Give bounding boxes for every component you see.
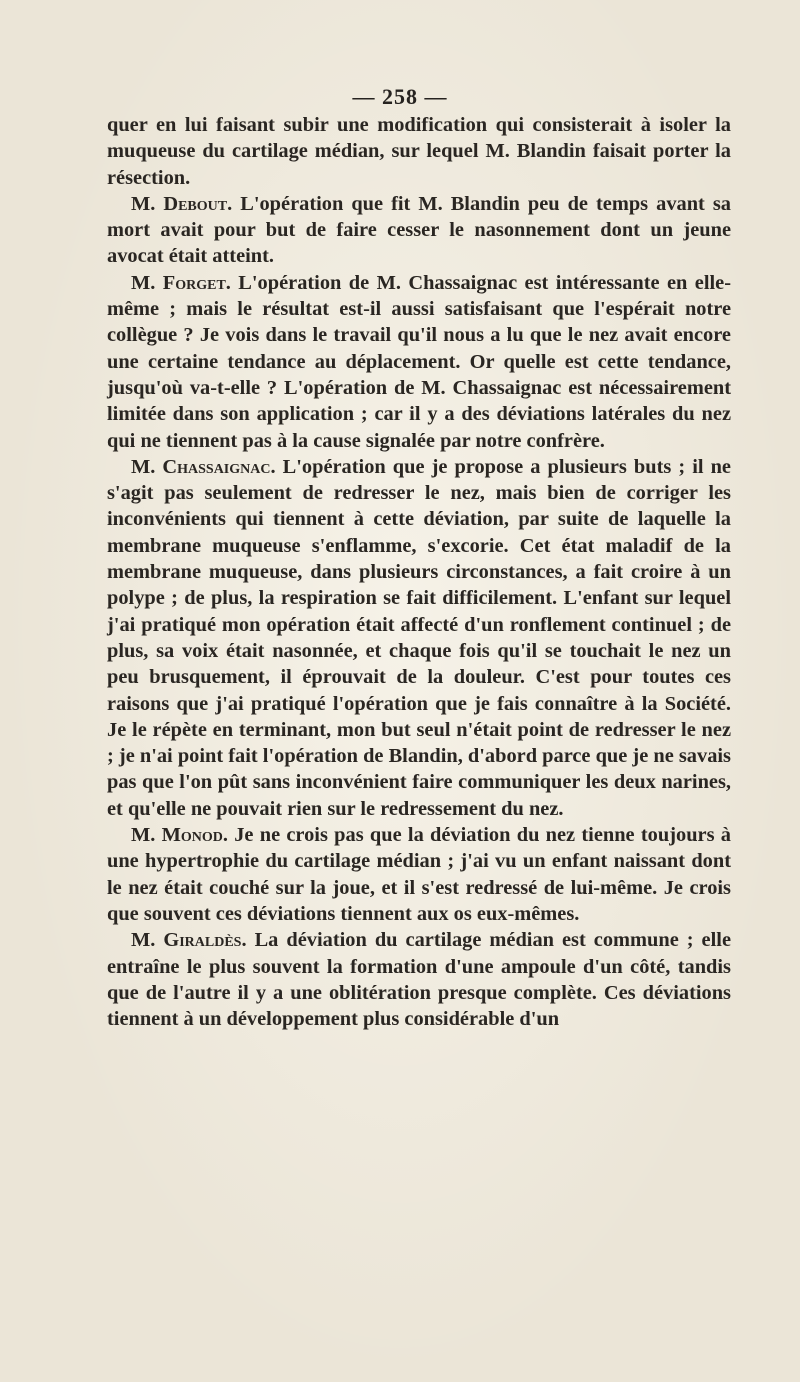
speaker-name: M. Chassaignac.	[131, 455, 276, 478]
paragraph-text: quer en lui faisant subir une modification qui consisterait à isoler la muqueuse du cartilage médian, sur lequel M. Blandin faisait porter la résection.	[107, 114, 731, 189]
paragraph-text: L'opération que je propose a plusieurs buts ; il ne s'agit pas seulement de redresser le nez, mais bien de corriger les inconvénients qui tiennent à cette déviation, par suite de laquelle la membrane muqueuse s'enflamme, s'excorie. Cet état maladif de la membrane muqueuse, dans plusieurs circonstances, a fait croire à un polype ; de plus, la respiration se fait difficilement. L'enfant sur lequel j'ai pratiqué mon opération était affecté d'un ronflement continuel ; de plus, sa voix était nasonnée, et chaque fois qu'il se touchait le nez un peu brusquement, il éprouvait de la douleur. C'est pour toutes ces raisons que j'ai pratiqué l'opération que je fais connaître à la Société. Je le répète en terminant, mon but seul n'était point de redresser le nez ; je n'ai point fait l'opération de Blandin, d'abord parce que je ne savais pas que l'on pût sans inconvénient faire communiquer les deux narines, et qu'elle ne pouvait rien sur le redressement du nez.	[107, 455, 731, 820]
paragraph-text: La déviation du cartilage médian est commune ; elle entraîne le plus souvent la formation d'une ampoule d'un côté, tandis que de l'autre il y a une oblitération presque complète. Ces déviations tiennent à un développement plus considérable d'un	[107, 929, 731, 1031]
paragraph-debout	[107, 191, 731, 270]
paragraph-giraldes	[107, 927, 731, 1032]
speaker-name: M. Forget.	[131, 271, 231, 294]
paragraph-text: L'opération de M. Chassaignac est intéressante en elle-même ; mais le résultat est-il aussi satisfaisant que l'espérait notre collègue ? Je vois dans le travail qu'il nous a lu que le nez avait encore une certaine tendance au déplacement. Or quelle est cette tendance, jusqu'où va-t-elle ? L'opération de M. Chassaignac est nécessairement limitée dans son application ; car il y a des déviations latérales du nez qui ne tiennent pas à la cause signalée par notre confrère.	[107, 271, 731, 452]
speaker-name: M. Giraldès.	[131, 929, 247, 952]
page-body	[107, 112, 731, 1032]
paragraph-chassaignac	[107, 454, 731, 822]
paragraph-continuation	[107, 112, 731, 191]
paragraph-monod	[107, 822, 731, 927]
paragraph-text: L'opération que fit M. Blandin peu de temps avant sa mort avait pour but de faire cesser le nasonnement dont un jeune avocat était atteint.	[107, 192, 731, 268]
page-number: — 258 —	[352, 84, 448, 109]
speaker-name: M. Monod.	[131, 824, 228, 847]
paragraph-forget	[107, 270, 731, 454]
paragraph-text: Je ne crois pas que la déviation du nez tienne toujours à une hypertrophie du cartilage médian ; j'ai vu un enfant naissant dont le nez était couché sur la joue, et il s'est redressé de lui-même. Je crois que souvent ces déviations tiennent aux os eux-mêmes.	[107, 824, 731, 925]
speaker-name: M. Debout.	[131, 192, 233, 215]
